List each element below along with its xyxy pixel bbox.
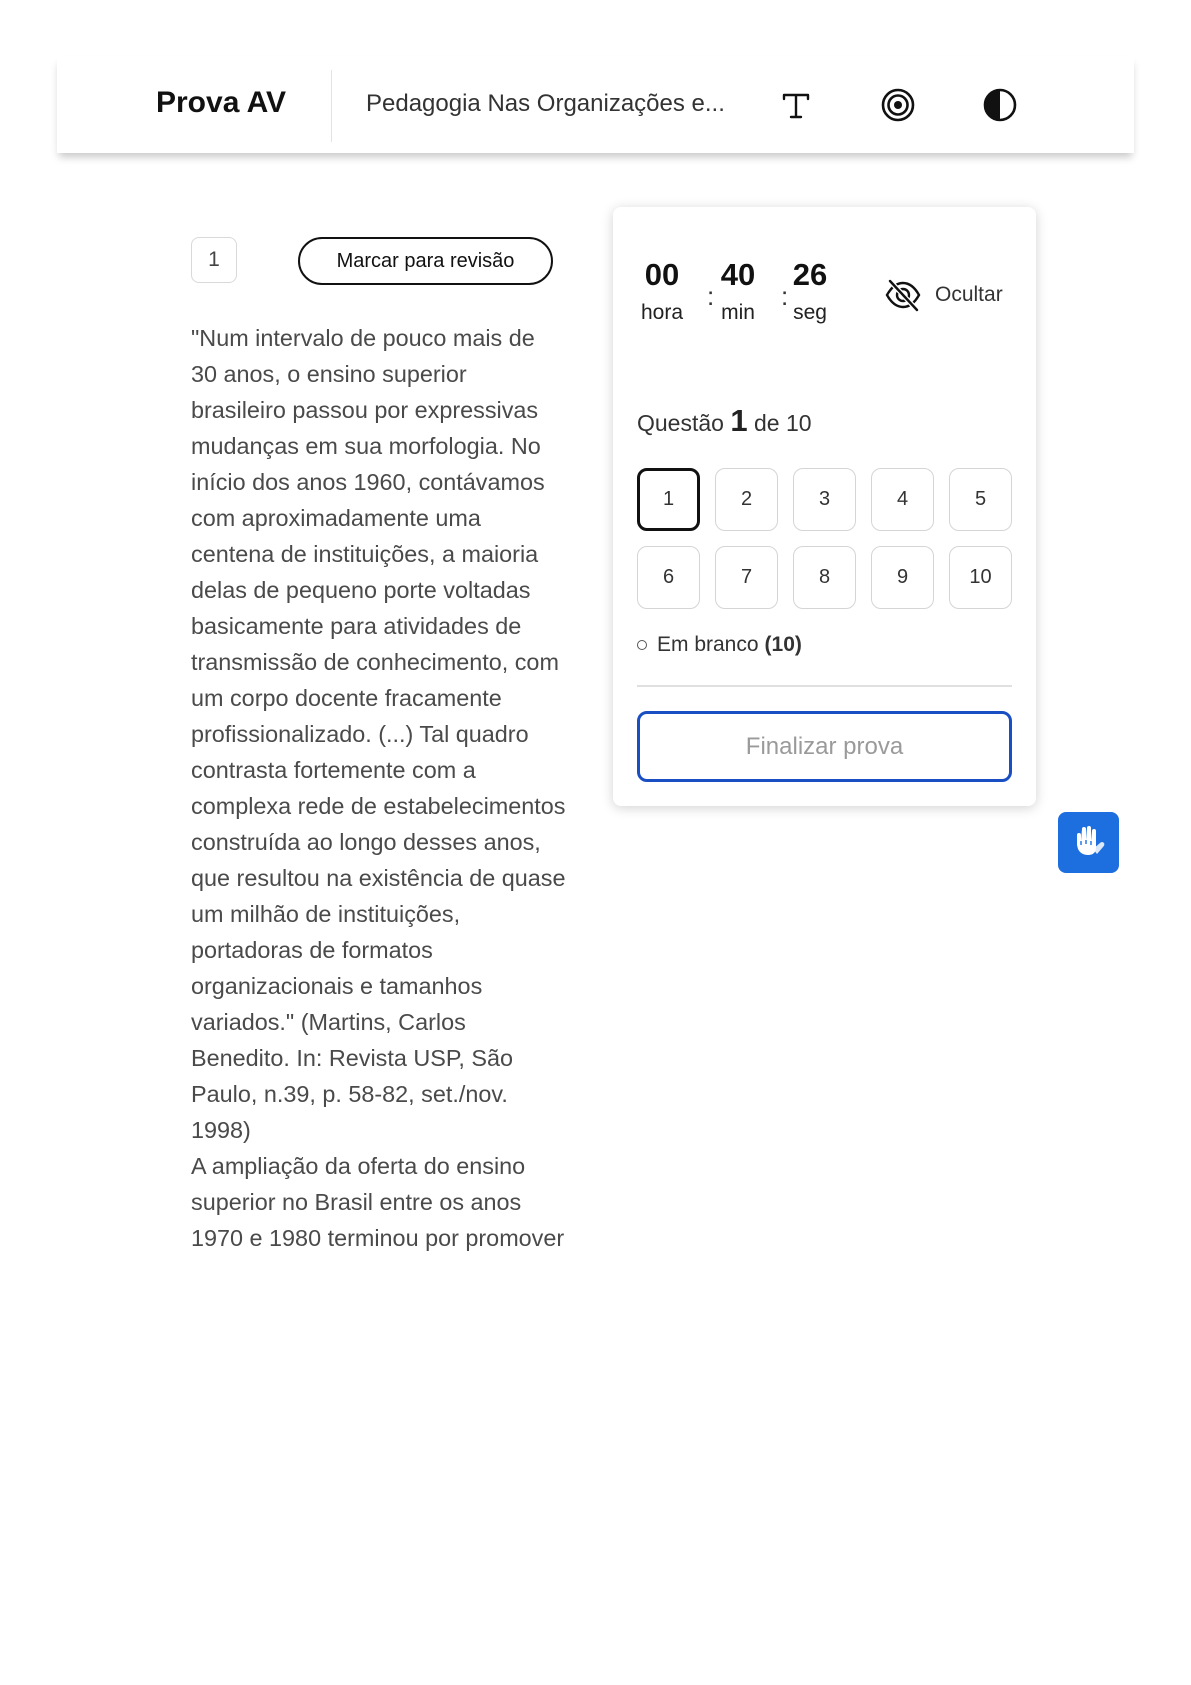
question-nav-button-6[interactable]: 6	[637, 546, 700, 609]
timer-hours-label: hora	[640, 301, 684, 324]
progress-suffix: de 10	[753, 410, 812, 436]
blank-legend-label: Em branco	[657, 633, 759, 656]
question-nav-button-3[interactable]: 3	[793, 468, 856, 531]
timer-separator: :	[707, 281, 715, 311]
blank-legend-count: (10)	[764, 633, 802, 656]
question-text	[191, 320, 566, 1256]
timer-seconds-label: seg	[793, 301, 827, 324]
course-title: Pedagogia Nas Organizações e...	[366, 90, 725, 117]
timer-separator: :	[781, 281, 789, 311]
contrast-button[interactable]	[978, 83, 1022, 127]
timer-seconds	[782, 257, 838, 325]
top-header	[57, 56, 1134, 153]
progress-prefix: Questão	[637, 410, 724, 436]
mark-for-review-button[interactable]: Marcar para revisão	[298, 237, 553, 285]
brand-title: Prova AV	[156, 86, 287, 119]
question-prompt: A ampliação da oferta do ensino superior no Brasil entre os anos 1970 e 1980 terminou por promover	[191, 1153, 565, 1251]
question-nav-button-2[interactable]: 2	[715, 468, 778, 531]
focus-mode-button[interactable]	[876, 83, 920, 127]
blank-legend	[637, 633, 802, 657]
question-nav-button-7[interactable]: 7	[715, 546, 778, 609]
timer-minutes	[710, 257, 766, 325]
timer-hours	[634, 257, 690, 325]
question-nav-button-9[interactable]: 9	[871, 546, 934, 609]
header-divider	[331, 70, 332, 142]
question-nav-button-1[interactable]: 1	[637, 468, 700, 531]
font-size-button[interactable]	[774, 83, 818, 127]
question-nav-button-8[interactable]: 8	[793, 546, 856, 609]
sign-language-hands-icon	[1069, 823, 1109, 863]
panel-divider	[637, 685, 1012, 687]
question-nav-button-5[interactable]: 5	[949, 468, 1012, 531]
exam-navigator-panel	[613, 207, 1036, 806]
timer-seconds-value: 26	[792, 257, 828, 292]
font-size-icon	[780, 89, 812, 121]
timer-minutes-label: min	[721, 301, 755, 324]
eye-off-icon	[883, 275, 923, 315]
question-grid	[637, 468, 1013, 609]
question-statement: "Num intervalo de pouco mais de 30 anos, o ensino superior brasileiro passou por expressivas mudanças em sua morfologia. No início dos anos 1960, contávamos com aproximadamente uma centena de instituições, a maioria delas de pequeno porte voltadas basicamente para atividades de transmissão de conhecimento, com um corpo docente fracamente profissionalizado. (...) Tal quadro contrasta fortemente com a complexa rede de estabelecimentos construída ao longo desses anos, que resultou na existência de quase um milhão de instituições, portadoras de formatos organizacionais e tamanhos variados." (Martins, Carlos Benedito. In: Revista USP, São Paulo, n.39, p. 58-82, set./nov. 1998)	[191, 325, 566, 1143]
hide-timer-label: Ocultar	[935, 283, 1003, 306]
sign-language-button[interactable]	[1058, 812, 1119, 873]
progress-current: 1	[730, 403, 748, 438]
hide-timer-button[interactable]	[883, 275, 1003, 315]
timer-hours-value: 00	[644, 257, 680, 292]
target-icon	[880, 87, 916, 123]
timer-minutes-value: 40	[720, 257, 756, 292]
question-nav-button-10[interactable]: 10	[949, 546, 1012, 609]
blank-status-dot-icon	[637, 640, 647, 650]
question-progress	[637, 403, 812, 439]
contrast-icon	[982, 87, 1018, 123]
question-number-badge: 1	[191, 237, 237, 283]
finish-exam-button[interactable]: Finalizar prova	[637, 711, 1012, 782]
question-nav-button-4[interactable]: 4	[871, 468, 934, 531]
